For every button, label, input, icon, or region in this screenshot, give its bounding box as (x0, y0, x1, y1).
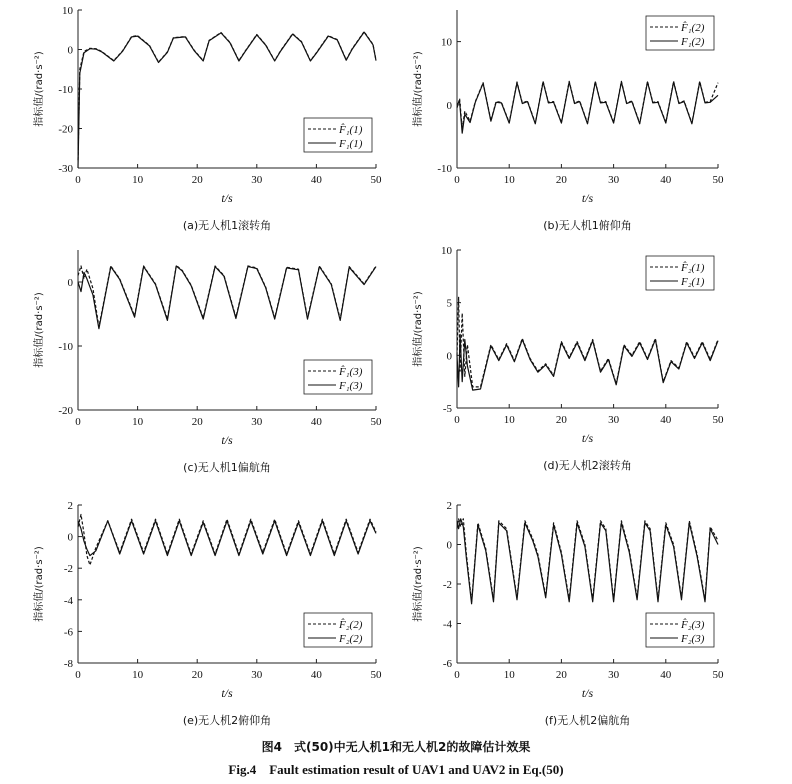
x-tick-label: 50 (712, 414, 724, 426)
x-tick-label: 0 (75, 416, 81, 428)
y-tick-label: 0 (446, 99, 452, 112)
legend-label: F₂(2) (339, 633, 363, 645)
x-axis-label: t/s (221, 191, 233, 205)
x-tick-label: 30 (608, 174, 620, 186)
chart-panel-5 (32, 500, 382, 727)
y-tick-label: -4 (442, 618, 452, 631)
y-tick-label: -10 (58, 84, 73, 96)
x-tick-label: 0 (454, 669, 460, 681)
legend-label: F₂(1) (681, 276, 705, 288)
x-tick-label: 30 (251, 174, 263, 186)
y-axis-label: 指标值/(rad·s⁻²) (34, 51, 45, 127)
x-tick-label: 30 (251, 416, 263, 428)
x-tick-label: 40 (660, 174, 672, 186)
y-tick-label: -6 (442, 658, 452, 670)
y-axis-label: 指标值/(rad·s⁻²) (34, 292, 45, 368)
y-axis-label: 指标值/(rad·s⁻²) (34, 546, 45, 622)
y-tick-label: -10 (58, 341, 73, 353)
chart-panel-6 (411, 500, 724, 727)
chart-panel-1 (32, 5, 382, 232)
y-tick-label: -5 (442, 403, 452, 415)
series-line-actual (78, 521, 376, 556)
y-tick-label: 2 (67, 500, 73, 512)
x-tick-label: 0 (454, 174, 460, 186)
y-tick-label: -2 (63, 563, 73, 576)
figure-caption-english: Fig.4 Fault estimation result of UAV1 and UAV2 in Eq.(50) (228, 762, 564, 777)
x-tick-label: 30 (251, 669, 263, 681)
subfigure-label: (a)无人机1滚转角 (182, 219, 272, 232)
y-axis-label: 指标值/(rad·s⁻²) (413, 546, 424, 622)
legend-label: F̂₂(3) (681, 619, 705, 631)
legend-label: F₁(3) (339, 380, 363, 392)
chart-panel-3 (32, 250, 382, 474)
y-tick-label: 10 (441, 245, 452, 257)
y-tick-label: -8 (63, 658, 73, 670)
y-tick-label: 10 (441, 36, 452, 49)
legend-label: F₁(2) (681, 36, 705, 48)
series-line-actual (78, 266, 376, 329)
y-tick-label: -4 (63, 594, 73, 607)
x-axis-label: t/s (581, 191, 594, 205)
x-tick-label: 0 (454, 414, 460, 426)
x-axis-label: t/s (221, 686, 233, 700)
subfigure-label: (b)无人机1俯仰角 (543, 219, 632, 232)
x-tick-label: 30 (608, 669, 620, 681)
series-line-estimated (457, 519, 718, 602)
x-tick-label: 40 (660, 414, 672, 426)
x-tick-label: 10 (503, 414, 515, 426)
y-tick-label: 0 (67, 531, 73, 544)
legend-label: F̂₂(2) (339, 619, 363, 631)
x-tick-label: 10 (503, 669, 515, 681)
x-tick-label: 50 (712, 174, 724, 186)
x-tick-label: 10 (132, 669, 144, 681)
x-tick-label: 40 (310, 416, 322, 428)
x-tick-label: 0 (75, 174, 81, 186)
legend-label: F₂(3) (681, 633, 705, 645)
y-tick-label: -2 (442, 579, 452, 591)
subfigure-label: (f)无人机2偏航角 (544, 714, 631, 727)
x-tick-label: 20 (191, 174, 203, 186)
x-tick-label: 40 (310, 174, 322, 186)
chart-panel-4 (411, 245, 724, 472)
y-tick-label: 0 (446, 539, 452, 552)
x-tick-label: 40 (660, 669, 672, 681)
chart-panel-2 (411, 10, 724, 232)
series-line-estimated (457, 297, 718, 387)
subfigure-label: (e)无人机2俯仰角 (182, 714, 272, 727)
y-tick-label: 0 (67, 277, 73, 289)
y-axis-label: 指标值/(rad·s⁻²) (413, 291, 424, 367)
y-tick-label: 0 (446, 350, 452, 363)
x-tick-label: 40 (310, 669, 322, 681)
x-tick-label: 20 (555, 414, 567, 426)
legend-label: F₁(1) (339, 138, 363, 150)
x-tick-label: 10 (503, 174, 515, 186)
x-tick-label: 50 (370, 669, 382, 681)
x-tick-label: 50 (712, 669, 724, 681)
x-tick-label: 20 (555, 669, 567, 681)
legend-label: F̂₁(2) (681, 22, 705, 34)
y-tick-label: -6 (63, 626, 73, 639)
x-axis-label: t/s (581, 431, 594, 445)
x-tick-label: 20 (191, 669, 203, 681)
y-tick-label: 5 (446, 297, 452, 310)
figure-caption-chinese: 图4 式(50)中无人机1和无人机2的故障估计效果 (261, 740, 531, 754)
x-tick-label: 50 (370, 416, 382, 428)
y-tick-label: 10 (62, 5, 73, 17)
x-tick-label: 20 (555, 174, 567, 186)
subfigure-label: (c)无人机1偏航角 (183, 461, 271, 474)
x-tick-label: 30 (608, 414, 620, 426)
y-tick-label: -30 (58, 163, 73, 175)
x-axis-label: t/s (221, 433, 233, 447)
x-tick-label: 10 (132, 174, 144, 186)
y-tick-label: -10 (437, 163, 452, 175)
y-axis-label: 指标值/(rad·s⁻²) (413, 51, 424, 127)
x-tick-label: 50 (370, 174, 382, 186)
series-line-actual (457, 82, 718, 133)
y-tick-label: -20 (58, 123, 73, 136)
legend-label: F̂₁(3) (339, 366, 363, 378)
x-tick-label: 0 (75, 669, 81, 681)
y-tick-label: 0 (67, 44, 73, 57)
x-axis-label: t/s (581, 686, 594, 700)
x-tick-label: 20 (191, 416, 203, 428)
y-tick-label: 2 (446, 500, 452, 512)
x-tick-label: 10 (132, 416, 144, 428)
series-line-estimated (457, 81, 718, 128)
y-tick-label: -20 (58, 405, 73, 417)
legend-label: F̂₂(1) (681, 262, 705, 274)
subfigure-label: (d)无人机2滚转角 (543, 459, 632, 472)
series-line-actual (457, 334, 718, 390)
series-line-estimated (78, 265, 376, 326)
legend-label: F̂₁(1) (339, 124, 363, 136)
